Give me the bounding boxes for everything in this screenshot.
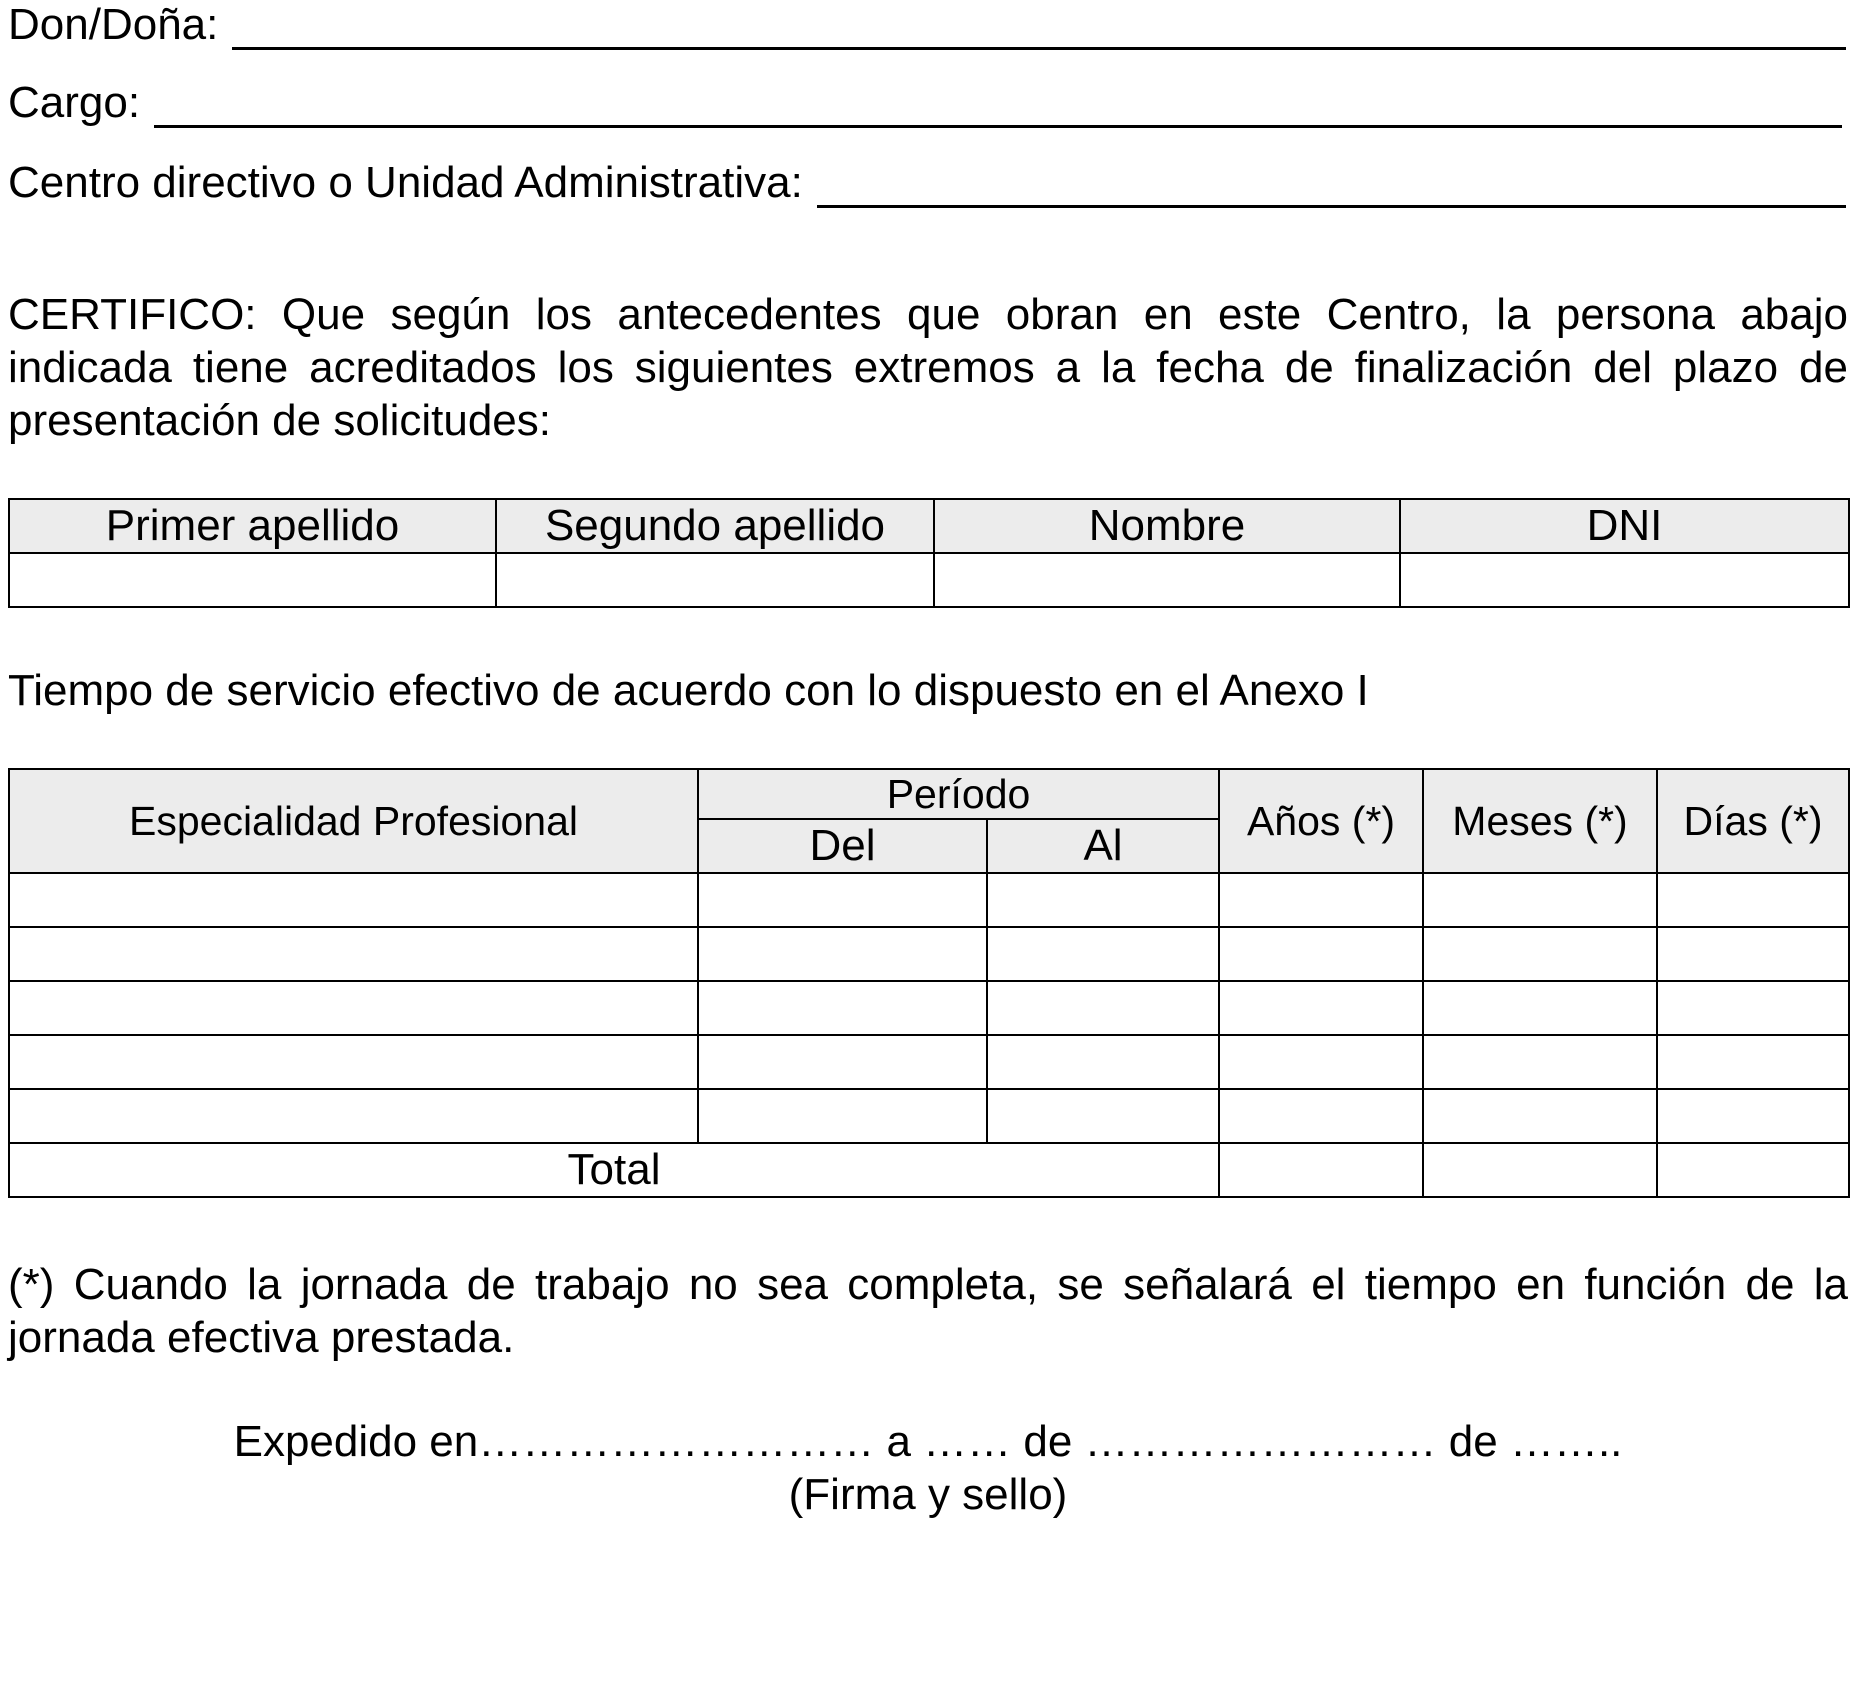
meses-cell[interactable] <box>1423 1035 1657 1089</box>
dni-header: DNI <box>1400 499 1849 553</box>
certifico-paragraph: CERTIFICO: Que según los antecedentes que obran en este Centro, la persona abajo indicada tiene acreditados los siguientes extremos a la fecha de finalización del plazo de presentación de solicitudes: <box>8 290 1848 445</box>
centro-label: Centro directivo o Unidad Administrativa: <box>8 158 803 207</box>
especialidad-cell[interactable] <box>9 1035 698 1089</box>
especialidad-header: Especialidad Profesional <box>9 769 698 873</box>
anos-cell[interactable] <box>1219 1089 1423 1143</box>
nombre-header: Nombre <box>934 499 1400 553</box>
al-cell[interactable] <box>987 1035 1219 1089</box>
meses-cell[interactable] <box>1423 927 1657 981</box>
dias-cell[interactable] <box>1657 927 1849 981</box>
centro-blank-line[interactable] <box>817 165 1846 208</box>
del-cell[interactable] <box>698 1089 987 1143</box>
centro-field <box>8 158 1846 208</box>
al-cell[interactable] <box>987 1089 1219 1143</box>
del-cell[interactable] <box>698 981 987 1035</box>
anos-cell[interactable] <box>1219 927 1423 981</box>
primer-apellido-header: Primer apellido <box>9 499 496 553</box>
expedido-line: Expedido en……………………… a …… de …………………… de …….. <box>233 1417 1623 1466</box>
especialidad-cell[interactable] <box>9 873 698 927</box>
dias-cell[interactable] <box>1657 1035 1849 1089</box>
cargo-label: Cargo: <box>8 78 141 127</box>
firma-sello: (Firma y sello) <box>788 1470 1068 1519</box>
anos-cell[interactable] <box>1219 981 1423 1035</box>
service-row <box>9 927 1849 981</box>
segundo-apellido-cell[interactable] <box>496 553 934 607</box>
service-row <box>9 1089 1849 1143</box>
person-table-header-row <box>9 499 1849 553</box>
don-dona-label: Don/Doña: <box>8 0 219 49</box>
al-header: Al <box>987 819 1219 873</box>
especialidad-cell[interactable] <box>9 927 698 981</box>
nombre-cell[interactable] <box>934 553 1400 607</box>
cargo-blank-line[interactable] <box>154 85 1842 128</box>
cargo-field <box>8 78 1842 128</box>
al-cell[interactable] <box>987 927 1219 981</box>
total-label: Total <box>9 1143 1219 1197</box>
total-row <box>9 1143 1849 1197</box>
especialidad-cell[interactable] <box>9 981 698 1035</box>
del-cell[interactable] <box>698 873 987 927</box>
primer-apellido-cell[interactable] <box>9 553 496 607</box>
periodo-header: Período <box>698 769 1219 819</box>
dni-cell[interactable] <box>1400 553 1849 607</box>
dias-cell[interactable] <box>1657 873 1849 927</box>
total-meses-cell[interactable] <box>1423 1143 1657 1197</box>
service-intro: Tiempo de servicio efectivo de acuerdo con lo dispuesto en el Anexo I <box>8 666 1369 715</box>
dias-cell[interactable] <box>1657 981 1849 1035</box>
segundo-apellido-header: Segundo apellido <box>496 499 934 553</box>
don-dona-blank-line[interactable] <box>232 7 1846 50</box>
total-anos-cell[interactable] <box>1219 1143 1423 1197</box>
don-dona-field <box>8 0 1846 50</box>
meses-header: Meses (*) <box>1423 769 1657 873</box>
del-cell[interactable] <box>698 927 987 981</box>
person-table <box>8 498 1850 608</box>
person-table-row <box>9 553 1849 607</box>
del-header: Del <box>698 819 987 873</box>
meses-cell[interactable] <box>1423 873 1657 927</box>
dias-cell[interactable] <box>1657 1089 1849 1143</box>
anos-cell[interactable] <box>1219 873 1423 927</box>
al-cell[interactable] <box>987 981 1219 1035</box>
meses-cell[interactable] <box>1423 981 1657 1035</box>
especialidad-cell[interactable] <box>9 1089 698 1143</box>
anos-header: Años (*) <box>1219 769 1423 873</box>
anos-cell[interactable] <box>1219 1035 1423 1089</box>
service-row <box>9 1035 1849 1089</box>
dias-header: Días (*) <box>1657 769 1849 873</box>
meses-cell[interactable] <box>1423 1089 1657 1143</box>
service-row <box>9 981 1849 1035</box>
del-cell[interactable] <box>698 1035 987 1089</box>
footnote: (*) Cuando la jornada de trabajo no sea completa, se señalará el tiempo en función de la jornada efectiva prestada. <box>8 1260 1848 1362</box>
service-table <box>8 768 1850 1198</box>
service-header-row-1 <box>9 769 1849 819</box>
total-dias-cell[interactable] <box>1657 1143 1849 1197</box>
al-cell[interactable] <box>987 873 1219 927</box>
service-row <box>9 873 1849 927</box>
